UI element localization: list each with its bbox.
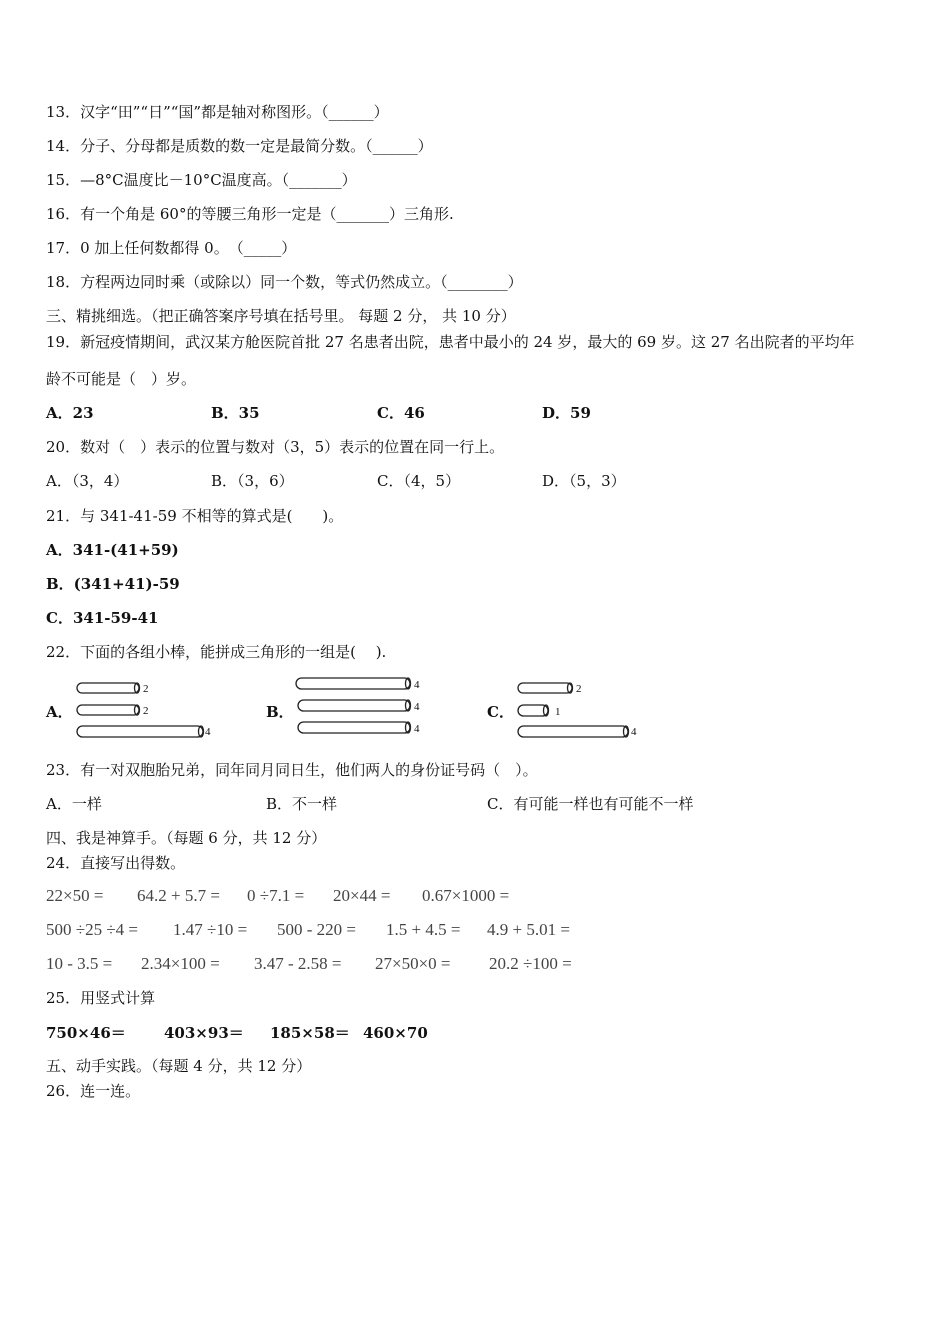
q22-option-b-label: B． (266, 703, 294, 721)
q25-item: 460×70 (363, 1024, 428, 1042)
stick-c1-length: 2 (576, 683, 582, 695)
question-26: 26．连一连。 (46, 1082, 141, 1100)
stick-c2-length: 1 (555, 706, 561, 718)
calc-item: 500 ÷25 ÷4 = (46, 920, 138, 939)
stick-a3 (77, 726, 204, 737)
stick-b2-length: 4 (414, 701, 420, 713)
calc-item: 20.2 ÷100 = (489, 954, 572, 973)
q19-option-d: D．59 (542, 404, 591, 422)
question-19-line1: 19．新冠疫情期间，武汉某方舱医院首批 27 名患者出院，患者中最小的 24 岁，最大的 69 岁。这 27 名出院者的平均年 (46, 333, 855, 351)
stick-a3-length: 4 (205, 726, 211, 738)
q23-option-b: B．不一样 (266, 795, 338, 813)
question-16: 16．有一个角是 60°的等腰三角形一定是（_______）三角形. (46, 205, 454, 223)
section-4-title: 四、我是神算手。（每题 6 分，共 12 分） (46, 829, 327, 847)
q19-option-a: A．23 (46, 404, 94, 422)
calc-item: 10 - 3.5 = (46, 954, 113, 973)
question-20: 20．数对（ ）表示的位置与数对（3，5）表示的位置在同一行上。 (46, 438, 505, 456)
q20-option-d: D．（5，3） (542, 472, 626, 490)
calc-item: 22×50 = (46, 886, 104, 905)
q25-item: 750×46＝ (46, 1024, 126, 1042)
calc-item: 0 ÷7.1 = (247, 886, 305, 905)
q22-option-a-label: A． (46, 703, 73, 721)
stick-a2-length: 2 (143, 705, 149, 717)
q22-option-c-sticks (513, 678, 663, 744)
section-3-title: 三、精挑细选。（把正确答案序号填在括号里。 每题 2 分， 共 10 分） (46, 307, 516, 325)
stick-b1-length: 4 (414, 679, 420, 691)
calc-item: 4.9 + 5.01 = (487, 920, 570, 939)
q19-option-b: B．35 (211, 404, 260, 422)
stick-c2 (518, 705, 549, 716)
stick-c3 (518, 726, 629, 737)
stick-c1 (518, 683, 573, 693)
question-22: 22．下面的各组小棒，能拼成三角形的一组是( ). (46, 643, 387, 661)
stick-b3 (298, 722, 411, 733)
q20-option-c: C．（4，5） (377, 472, 461, 490)
calc-item: 20×44 = (333, 886, 391, 905)
q22-option-a-sticks (72, 678, 222, 744)
stick-a1 (77, 683, 140, 693)
q25-item: 185×58＝ (270, 1024, 350, 1042)
calc-item: 1.47 ÷10 = (173, 920, 248, 939)
q20-option-b: B．（3，6） (211, 472, 294, 490)
q19-option-c: C．46 (377, 404, 425, 422)
stick-b1 (296, 678, 411, 689)
question-25: 25．用竖式计算 (46, 989, 156, 1007)
q22-option-b-sticks (292, 672, 432, 742)
q21-option-b: B．(341+41)-59 (46, 575, 180, 593)
section-5-title: 五、动手实践。（每题 4 分，共 12 分） (46, 1057, 312, 1075)
question-13: 13．汉字“田”“日”“国”都是轴对称图形。（______） (46, 103, 389, 121)
q21-option-c: C．341-59-41 (46, 609, 159, 627)
q22-option-c-label: C． (487, 703, 514, 721)
stick-c3-length: 4 (631, 726, 637, 738)
question-24: 24．直接写出得数。 (46, 854, 186, 872)
q25-item: 403×93＝ (164, 1024, 244, 1042)
q21-option-a: A．341-(41+59) (46, 541, 179, 559)
question-15: 15．—8°C温度比－10°C温度高。（_______） (46, 171, 357, 189)
calc-item: 2.34×100 = (141, 954, 220, 973)
calc-item: 500 - 220 = (277, 920, 356, 939)
stick-a2 (77, 705, 140, 715)
question-19-line2: 龄不可能是（ ）岁。 (46, 370, 197, 388)
q23-option-c: C．有可能一样也有可能不一样 (487, 795, 694, 813)
stick-b2 (298, 700, 411, 711)
question-23: 23．有一对双胞胎兄弟，同年同月同日生，他们两人的身份证号码（ ）。 (46, 761, 538, 779)
q20-option-a: A．（3，4） (46, 472, 129, 490)
calc-item: 1.5 + 4.5 = (386, 920, 461, 939)
question-17: 17．0 加上任何数都得 0。 （_____） (46, 239, 297, 257)
calc-item: 64.2 + 5.7 = (137, 886, 220, 905)
calc-item: 3.47 - 2.58 = (254, 954, 342, 973)
stick-a1-length: 2 (143, 683, 149, 695)
calc-item: 27×50×0 = (375, 954, 451, 973)
q23-option-a: A．一样 (46, 795, 102, 813)
stick-b3-length: 4 (414, 723, 420, 735)
calc-item: 0.67×1000 = (422, 886, 510, 905)
question-14: 14．分子、分母都是质数的数一定是最简分数。（______） (46, 137, 433, 155)
question-21: 21．与 341-41-59 不相等的算式是( )。 (46, 507, 344, 525)
question-18: 18．方程两边同时乘（或除以）同一个数，等式仍然成立。（________） (46, 273, 523, 291)
